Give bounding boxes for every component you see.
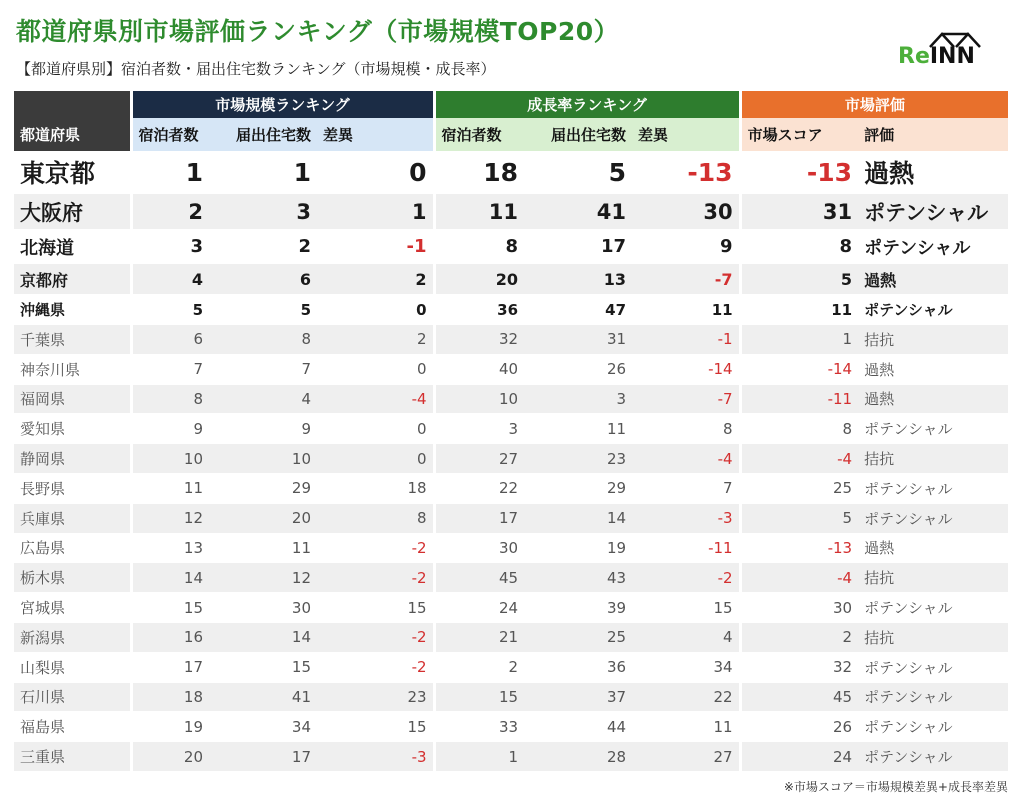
growth-guests-cell: 22 [434, 473, 524, 503]
rating-cell: ポテンシャル [858, 473, 1008, 503]
rating-cell: 過熱 [858, 264, 1008, 295]
growth-guests-cell: 3 [434, 414, 524, 444]
market-guests-cell: 19 [131, 712, 209, 742]
table-row [14, 742, 1008, 772]
growth-guests-cell: 1 [434, 742, 524, 772]
market-diff-cell: 23 [317, 682, 434, 712]
growth-diff-cell: 8 [632, 414, 740, 444]
market-score-cell: 30 [740, 593, 858, 623]
pref-cell: 神奈川県 [14, 354, 131, 384]
table-row [14, 682, 1008, 712]
table-row [14, 473, 1008, 503]
rating-cell: ポテンシャル [858, 712, 1008, 742]
market-score-cell: 26 [740, 712, 858, 742]
rating-cell: ポテンシャル [858, 682, 1008, 712]
growth-houses-cell: 5 [524, 151, 632, 194]
table-row [14, 712, 1008, 742]
market-score-cell: 32 [740, 652, 858, 682]
growth-guests-cell: 30 [434, 533, 524, 563]
table-row [14, 295, 1008, 325]
growth-guests-cell: 2 [434, 652, 524, 682]
market-guests-cell: 2 [131, 194, 209, 230]
pref-cell: 福岡県 [14, 384, 131, 414]
market-score-cell: -11 [740, 384, 858, 414]
market-guests-cell: 7 [131, 354, 209, 384]
growth-guests-cell: 21 [434, 622, 524, 652]
growth-houses-cell: 13 [524, 264, 632, 295]
market-guests-cell: 3 [131, 230, 209, 264]
table-row [14, 414, 1008, 444]
rating-cell: 拮抗 [858, 325, 1008, 355]
market-diff-cell: -1 [317, 230, 434, 264]
rating-cell: ポテンシャル [858, 742, 1008, 772]
rating-cell: ポテンシャル [858, 295, 1008, 325]
market-score-cell: 24 [740, 742, 858, 772]
market-houses-cell: 34 [209, 712, 317, 742]
col-header-prefecture: 都道府県 [14, 118, 131, 151]
market-diff-cell: 15 [317, 593, 434, 623]
market-houses-cell: 41 [209, 682, 317, 712]
growth-guests-cell: 40 [434, 354, 524, 384]
table-row [14, 264, 1008, 295]
market-houses-cell: 29 [209, 473, 317, 503]
growth-guests-cell: 27 [434, 444, 524, 474]
rating-cell: 拮抗 [858, 563, 1008, 593]
pref-cell: 兵庫県 [14, 503, 131, 533]
market-diff-cell: 15 [317, 712, 434, 742]
growth-diff-cell: 11 [632, 295, 740, 325]
growth-houses-cell: 44 [524, 712, 632, 742]
growth-houses-cell: 19 [524, 533, 632, 563]
growth-houses-cell: 29 [524, 473, 632, 503]
rating-cell: ポテンシャル [858, 414, 1008, 444]
growth-guests-cell: 20 [434, 264, 524, 295]
pref-cell: 東京都 [14, 151, 131, 194]
market-guests-cell: 16 [131, 622, 209, 652]
market-guests-cell: 17 [131, 652, 209, 682]
table-row [14, 325, 1008, 355]
rating-cell: 過熱 [858, 533, 1008, 563]
pref-cell: 京都府 [14, 264, 131, 295]
rating-cell: ポテンシャル [858, 230, 1008, 264]
growth-diff-cell: -1 [632, 325, 740, 355]
market-diff-cell: -2 [317, 652, 434, 682]
table-row [14, 194, 1008, 230]
market-houses-cell: 1 [209, 151, 317, 194]
pref-cell: 長野県 [14, 473, 131, 503]
market-diff-cell: -2 [317, 563, 434, 593]
market-diff-cell: 2 [317, 325, 434, 355]
growth-diff-cell: -11 [632, 533, 740, 563]
growth-diff-cell: 7 [632, 473, 740, 503]
col-header-growth-guests: 宿泊者数 [434, 118, 524, 151]
growth-guests-cell: 11 [434, 194, 524, 230]
market-score-cell: 25 [740, 473, 858, 503]
market-score-cell: 8 [740, 414, 858, 444]
market-diff-cell: -3 [317, 742, 434, 772]
column-header-row [14, 118, 1008, 151]
growth-diff-cell: -4 [632, 444, 740, 474]
market-guests-cell: 15 [131, 593, 209, 623]
market-houses-cell: 30 [209, 593, 317, 623]
market-houses-cell: 15 [209, 652, 317, 682]
market-guests-cell: 1 [131, 151, 209, 194]
growth-guests-cell: 17 [434, 503, 524, 533]
market-houses-cell: 4 [209, 384, 317, 414]
market-guests-cell: 13 [131, 533, 209, 563]
pref-cell: 福島県 [14, 712, 131, 742]
pref-cell: 愛知県 [14, 414, 131, 444]
market-houses-cell: 14 [209, 622, 317, 652]
growth-houses-cell: 26 [524, 354, 632, 384]
growth-houses-cell: 43 [524, 563, 632, 593]
pref-cell: 三重県 [14, 742, 131, 772]
rating-cell: ポテンシャル [858, 593, 1008, 623]
growth-diff-cell: 15 [632, 593, 740, 623]
table-row [14, 622, 1008, 652]
market-guests-cell: 18 [131, 682, 209, 712]
market-houses-cell: 12 [209, 563, 317, 593]
group-header-blank [14, 91, 131, 118]
market-guests-cell: 12 [131, 503, 209, 533]
pref-cell: 栃木県 [14, 563, 131, 593]
growth-houses-cell: 25 [524, 622, 632, 652]
market-diff-cell: 0 [317, 444, 434, 474]
market-houses-cell: 10 [209, 444, 317, 474]
market-diff-cell: -2 [317, 533, 434, 563]
rating-cell: ポテンシャル [858, 503, 1008, 533]
market-score-cell: -14 [740, 354, 858, 384]
growth-houses-cell: 36 [524, 652, 632, 682]
market-diff-cell: 1 [317, 194, 434, 230]
market-houses-cell: 2 [209, 230, 317, 264]
ranking-table [14, 91, 1008, 772]
table-row [14, 652, 1008, 682]
market-guests-cell: 4 [131, 264, 209, 295]
group-header-row [14, 91, 1008, 118]
market-diff-cell: 0 [317, 354, 434, 384]
market-houses-cell: 7 [209, 354, 317, 384]
market-diff-cell: 8 [317, 503, 434, 533]
growth-houses-cell: 37 [524, 682, 632, 712]
pref-cell: 広島県 [14, 533, 131, 563]
pref-cell: 静岡県 [14, 444, 131, 474]
market-score-cell: 8 [740, 230, 858, 264]
pref-cell: 石川県 [14, 682, 131, 712]
market-guests-cell: 9 [131, 414, 209, 444]
market-guests-cell: 6 [131, 325, 209, 355]
col-header-score: 市場スコア [740, 118, 858, 151]
growth-diff-cell: 9 [632, 230, 740, 264]
market-guests-cell: 5 [131, 295, 209, 325]
growth-guests-cell: 15 [434, 682, 524, 712]
page-subtitle: 【都道府県別】宿泊者数・届出住宅数ランキング（市場規模・成長率） [16, 60, 496, 78]
market-score-cell: -13 [740, 151, 858, 194]
growth-houses-cell: 23 [524, 444, 632, 474]
growth-diff-cell: 11 [632, 712, 740, 742]
group-header-market: 市場規模ランキング [131, 91, 434, 118]
group-header-growth: 成長率ランキング [434, 91, 740, 118]
table-row [14, 563, 1008, 593]
market-diff-cell: 0 [317, 414, 434, 444]
growth-houses-cell: 47 [524, 295, 632, 325]
pref-cell: 山梨県 [14, 652, 131, 682]
market-houses-cell: 20 [209, 503, 317, 533]
growth-guests-cell: 18 [434, 151, 524, 194]
market-diff-cell: -2 [317, 622, 434, 652]
growth-houses-cell: 3 [524, 384, 632, 414]
market-score-cell: -13 [740, 533, 858, 563]
growth-diff-cell: 4 [632, 622, 740, 652]
page-title: 都道府県別市場評価ランキング（市場規模TOP20） [16, 17, 620, 46]
reinn-logo [898, 30, 982, 68]
growth-diff-cell: -7 [632, 384, 740, 414]
table-row [14, 533, 1008, 563]
market-score-cell: 5 [740, 503, 858, 533]
table-row [14, 354, 1008, 384]
pref-cell: 宮城県 [14, 593, 131, 623]
table-row [14, 384, 1008, 414]
market-houses-cell: 11 [209, 533, 317, 563]
col-header-market-houses: 届出住宅数 [209, 118, 317, 151]
group-header-evaluation: 市場評価 [740, 91, 1008, 118]
market-houses-cell: 8 [209, 325, 317, 355]
col-header-growth-houses: 届出住宅数 [524, 118, 632, 151]
col-header-market-diff: 差異 [317, 118, 434, 151]
growth-diff-cell: 22 [632, 682, 740, 712]
growth-diff-cell: -13 [632, 151, 740, 194]
table-row [14, 593, 1008, 623]
growth-guests-cell: 36 [434, 295, 524, 325]
market-guests-cell: 8 [131, 384, 209, 414]
market-houses-cell: 5 [209, 295, 317, 325]
growth-houses-cell: 31 [524, 325, 632, 355]
col-header-market-guests: 宿泊者数 [131, 118, 209, 151]
market-score-cell: 1 [740, 325, 858, 355]
market-diff-cell: 18 [317, 473, 434, 503]
market-score-cell: -4 [740, 444, 858, 474]
table-row [14, 230, 1008, 264]
growth-houses-cell: 39 [524, 593, 632, 623]
growth-houses-cell: 14 [524, 503, 632, 533]
pref-cell: 北海道 [14, 230, 131, 264]
market-diff-cell: 0 [317, 151, 434, 194]
market-diff-cell: -4 [317, 384, 434, 414]
growth-diff-cell: -3 [632, 503, 740, 533]
market-houses-cell: 6 [209, 264, 317, 295]
growth-houses-cell: 11 [524, 414, 632, 444]
market-guests-cell: 14 [131, 563, 209, 593]
market-score-cell: 5 [740, 264, 858, 295]
growth-diff-cell: -2 [632, 563, 740, 593]
market-houses-cell: 3 [209, 194, 317, 230]
growth-diff-cell: -14 [632, 354, 740, 384]
pref-cell: 大阪府 [14, 194, 131, 230]
table-row [14, 444, 1008, 474]
growth-diff-cell: 27 [632, 742, 740, 772]
growth-houses-cell: 17 [524, 230, 632, 264]
pref-cell: 沖縄県 [14, 295, 131, 325]
market-score-cell: 31 [740, 194, 858, 230]
rating-cell: 過熱 [858, 384, 1008, 414]
table-row [14, 151, 1008, 194]
market-guests-cell: 10 [131, 444, 209, 474]
market-score-cell: 11 [740, 295, 858, 325]
growth-guests-cell: 33 [434, 712, 524, 742]
growth-diff-cell: 30 [632, 194, 740, 230]
growth-guests-cell: 24 [434, 593, 524, 623]
market-score-cell: 2 [740, 622, 858, 652]
logo-wordmark: ReINN [898, 44, 975, 69]
growth-diff-cell: -7 [632, 264, 740, 295]
growth-guests-cell: 45 [434, 563, 524, 593]
growth-houses-cell: 41 [524, 194, 632, 230]
rating-cell: 拮抗 [858, 444, 1008, 474]
market-diff-cell: 0 [317, 295, 434, 325]
market-guests-cell: 11 [131, 473, 209, 503]
rating-cell: ポテンシャル [858, 652, 1008, 682]
market-houses-cell: 17 [209, 742, 317, 772]
growth-diff-cell: 34 [632, 652, 740, 682]
growth-guests-cell: 32 [434, 325, 524, 355]
table-row [14, 503, 1008, 533]
market-diff-cell: 2 [317, 264, 434, 295]
pref-cell: 千葉県 [14, 325, 131, 355]
col-header-growth-diff: 差異 [632, 118, 740, 151]
growth-guests-cell: 8 [434, 230, 524, 264]
growth-guests-cell: 10 [434, 384, 524, 414]
rating-cell: 過熱 [858, 354, 1008, 384]
rating-cell: 過熱 [858, 151, 1008, 194]
col-header-rating: 評価 [858, 118, 1008, 151]
rating-cell: ポテンシャル [858, 194, 1008, 230]
pref-cell: 新潟県 [14, 622, 131, 652]
market-score-cell: -4 [740, 563, 858, 593]
growth-houses-cell: 28 [524, 742, 632, 772]
market-guests-cell: 20 [131, 742, 209, 772]
rating-cell: 拮抗 [858, 622, 1008, 652]
market-houses-cell: 9 [209, 414, 317, 444]
footnote: ※市場スコア＝市場規模差異+成長率差異 [783, 780, 1008, 794]
market-score-cell: 45 [740, 682, 858, 712]
